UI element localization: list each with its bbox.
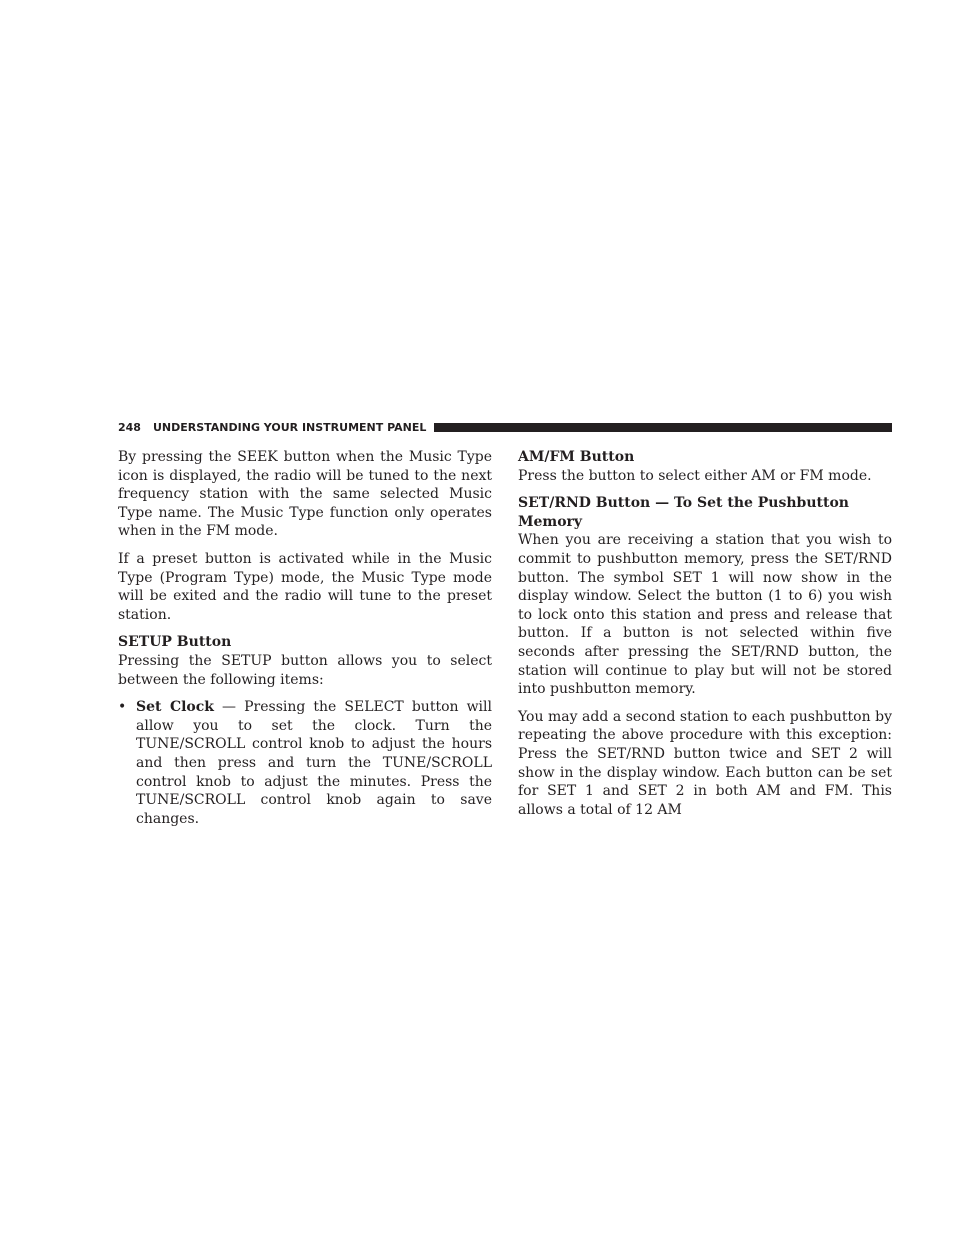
paragraph-amfm: Press the button to select either AM or FM mode.	[518, 467, 872, 484]
bullet-term: Set Clock	[136, 699, 214, 716]
header-rule	[434, 423, 892, 432]
bullet-icon: •	[118, 699, 127, 716]
right-column	[518, 448, 892, 828]
list-item-set-clock	[118, 698, 492, 828]
left-column	[118, 448, 492, 828]
section-title: UNDERSTANDING YOUR INSTRUMENT PANEL	[152, 420, 427, 434]
page-number: 248	[118, 420, 141, 434]
paragraph-setrnd-1: When you are receiving a station that you wish to commit to pushbutton memory, press the SET/RND button. The symbol SET 1 will now show in the display window. Select the button (1 to 6) you wish to lock onto this station and press and release that button. If a button is not selected within five seconds after pressing the SET/RND button, the station will continue to play but will not be stored into pushbutton memory.	[518, 532, 892, 698]
heading-setrnd-button: SET/RND Button — To Set the Pushbutton Memory	[518, 495, 849, 530]
page-header	[118, 419, 892, 435]
setup-items-list	[118, 698, 492, 828]
paragraph-setup: Pressing the SETUP button allows you to select between the following items:	[118, 652, 492, 688]
paragraph-seek: By pressing the SEEK button when the Music Type icon is displayed, the radio will be tuned to the next frequency station with the same selected Music Type name. The Music Type function only operates when in the FM mode.	[118, 449, 492, 540]
bullet-text: — Pressing the SELECT button will allow you to set the clock. Turn the TUNE/SCROLL control knob to adjust the hours and then press and turn the TUNE/SCROLL control knob to adjust the minutes. Press the TUNE/SCROLL control knob again to save changes.	[136, 699, 492, 827]
paragraph-setrnd-2: You may add a second station to each pushbutton by repeating the above procedure with this exception: Press the SET/RND button twice and SET 2 will show in the display window. Each button can be set for SET 1 and SET 2 in both AM and FM. This allows a total of 12 AM	[518, 708, 892, 818]
heading-setup-button: SETUP Button	[118, 634, 232, 651]
heading-amfm-button: AM/FM Button	[518, 449, 635, 465]
paragraph-preset: If a preset button is activated while in the Music Type (Program Type) mode, the Music Type mode will be exited and the radio will tune to the preset station.	[118, 550, 492, 623]
